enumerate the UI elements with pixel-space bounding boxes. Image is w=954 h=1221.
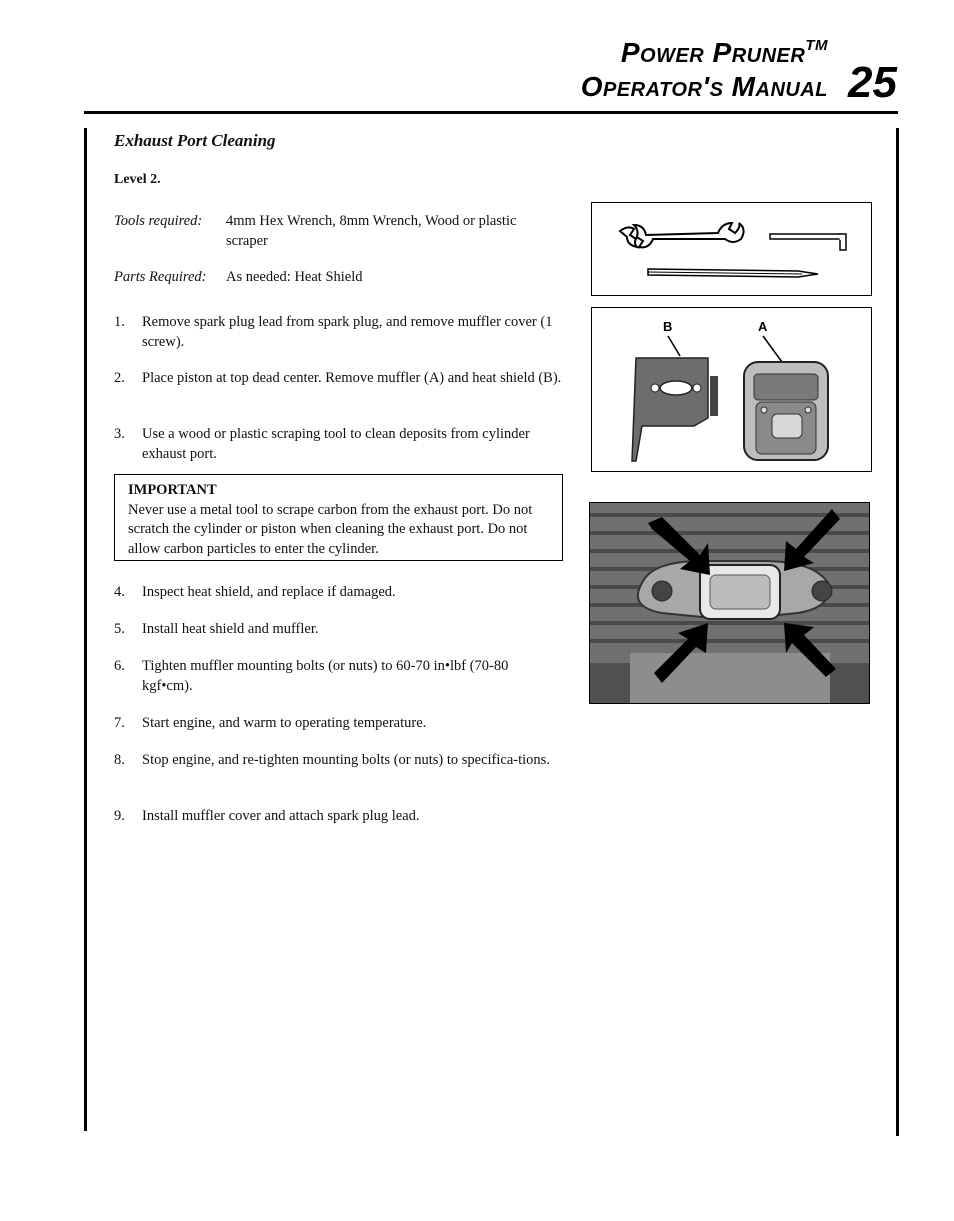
step-item: [114, 313, 564, 352]
step-text: Start engine, and warm to operating temperature.: [142, 715, 427, 731]
tools-required: [114, 212, 556, 251]
label-b: B: [663, 319, 673, 334]
step-text: Install muffler cover and attach spark plug lead.: [142, 808, 420, 824]
wrench-icon: [620, 223, 744, 247]
important-text: Never use a metal tool to scrape carbon from the exhaust port. Do not scratch the cylinder or piston when cleaning the exhaust port. Do not allow carbon particles to enter the cylinder.: [128, 501, 533, 557]
step-text: Use a wood or plastic scraping tool to clean deposits from cylinder exhaust port.: [142, 426, 530, 462]
step-text: Inspect heat shield, and replace if damaged.: [142, 584, 396, 600]
exhaust-port-photo: [589, 502, 870, 704]
step-text: Remove spark plug lead from spark plug, and remove muffler cover (1 screw).: [142, 314, 553, 350]
manual-header: [581, 38, 828, 101]
header-title-line2: Operator's Manual: [580, 71, 828, 102]
label-a: A: [758, 319, 768, 334]
step-number: 2.: [114, 370, 125, 386]
step-item: [114, 714, 564, 734]
step-item: [114, 583, 564, 603]
step-number: 7.: [114, 715, 125, 731]
section-title: Exhaust Port Cleaning: [114, 131, 276, 150]
step-text: Place piston at top dead center. Remove muffler (A) and heat shield (B).: [142, 370, 562, 386]
parts-label: Parts Required:: [114, 269, 207, 285]
right-margin-rule: [896, 128, 899, 1136]
step-text: Stop engine, and re-tighten mounting bolts (or nuts) to specifica-tions.: [142, 752, 550, 768]
tools-label: Tools required:: [114, 213, 203, 229]
exhaust-port-icon: [638, 561, 832, 619]
important-notice: [114, 474, 563, 561]
step-item: [114, 751, 554, 771]
step-item: [114, 425, 564, 464]
step-number: 1.: [114, 314, 125, 330]
muffler-heatshield-figure: [591, 307, 872, 472]
step-number: 6.: [114, 658, 125, 674]
step-item: [114, 807, 564, 827]
muffler-icon: [744, 362, 828, 460]
tools-value: 4mm Hex Wrench, 8mm Wrench, Wood or plastic scraper: [226, 213, 517, 249]
header-title-line1: Power Pruner™: [620, 37, 828, 68]
left-margin-rule: [84, 128, 87, 1131]
header-rule: [84, 111, 898, 114]
parts-value: As needed: Heat Shield: [226, 269, 363, 285]
heat-shield-icon: [632, 358, 718, 461]
important-heading: IMPORTANT: [128, 482, 217, 498]
step-number: 8.: [114, 752, 125, 768]
step-number: 5.: [114, 621, 125, 637]
step-number: 3.: [114, 426, 125, 442]
tools-figure: [591, 202, 872, 296]
parts-required: [114, 268, 556, 288]
trademark: TM: [805, 37, 828, 54]
step-item: [114, 620, 564, 640]
step-text: Tighten muffler mounting bolts (or nuts) to 60-70 in•lbf (70-80 kgf•cm).: [142, 658, 509, 694]
scraper-icon: [648, 269, 818, 277]
level-label: Level 2.: [114, 172, 161, 187]
step-item: [114, 369, 564, 389]
step-text: Install heat shield and muffler.: [142, 621, 319, 637]
step-number: 4.: [114, 584, 125, 600]
hex-key-icon: [770, 234, 846, 250]
page-number: 25: [848, 58, 897, 107]
step-item: [114, 657, 514, 696]
step-number: 9.: [114, 808, 125, 824]
